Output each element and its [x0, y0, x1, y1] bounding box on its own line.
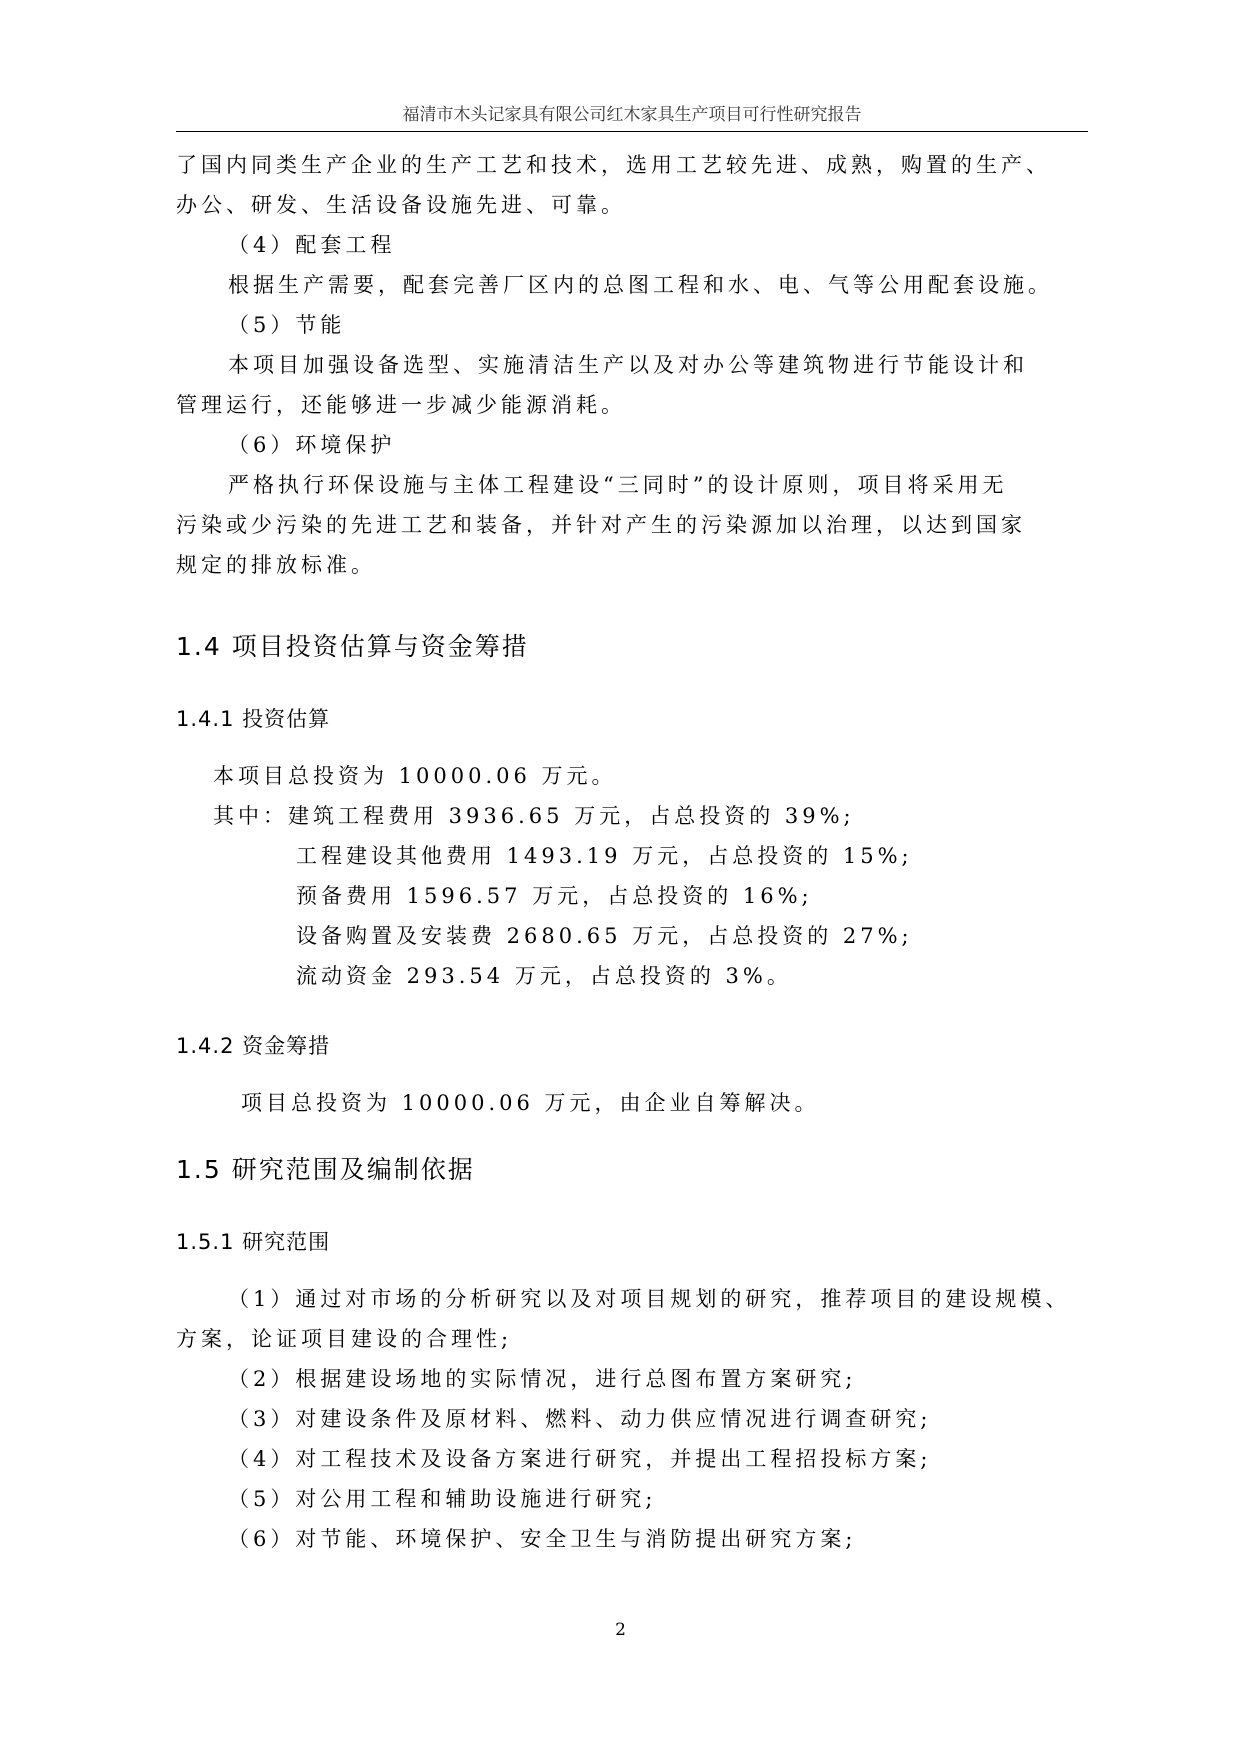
scope-item: 方案，论证项目建设的合理性;: [176, 1327, 513, 1351]
subheading-line: （5）节能: [228, 313, 346, 337]
paragraph-line: 规定的排放标准。: [176, 553, 376, 577]
paragraph-line: 严格执行环保设施与主体工程建设“三同时”的设计原则，项目将采用无: [228, 473, 1008, 497]
scope-item: （4）对工程技术及设备方案进行研究，并提出工程招投标方案;: [228, 1447, 932, 1471]
investment-line: 设备购置及安装费 2680.65 万元，占总投资的 27%;: [296, 924, 913, 948]
scope-item: （5）对公用工程和辅助设施进行研究;: [228, 1487, 657, 1511]
subheading-line: （4）配套工程: [228, 233, 396, 257]
investment-line: 工程建设其他费用 1493.19 万元，占总投资的 15%;: [296, 844, 913, 868]
section-heading-1-4: 1.4 项目投资估算与资金筹措: [176, 632, 529, 661]
paragraph-line: 了国内同类生产企业的生产工艺和技术，选用工艺较先进、成熟，购置的生产、: [176, 153, 1051, 177]
page-number: 2: [615, 1620, 626, 1640]
scope-item: （1）通过对市场的分析研究以及对项目规划的研究，推荐项目的建设规模、: [228, 1287, 1071, 1311]
investment-line: 流动资金 293.54 万元，占总投资的 3%。: [296, 964, 792, 988]
paragraph-line: 办公、研发、生活设备设施先进、可靠。: [176, 193, 626, 217]
scope-item: （6）对节能、环境保护、安全卫生与消防提出研究方案;: [228, 1527, 857, 1551]
scope-item: （2）根据建设场地的实际情况，进行总图布置方案研究;: [228, 1367, 857, 1391]
subsection-heading-1-4-1: 1.4.1 投资估算: [176, 707, 331, 731]
investment-line: 本项目总投资为 10000.06 万元。: [213, 764, 617, 788]
paragraph-line: 本项目加强设备选型、实施清洁生产以及对办公等建筑物进行节能设计和: [228, 353, 1028, 377]
running-header: 福清市木头记家具有限公司红木家具生产项目可行性研究报告: [176, 100, 1088, 132]
funding-line: 项目总投资为 10000.06 万元，由企业自筹解决。: [241, 1091, 820, 1115]
paragraph-line: 污染或少污染的先进工艺和装备，并针对产生的污染源加以治理，以达到国家: [176, 513, 1026, 537]
paragraph-line: 管理运行，还能够进一步减少能源消耗。: [176, 393, 626, 417]
subsection-heading-1-5-1: 1.5.1 研究范围: [176, 1230, 331, 1254]
paragraph-line: 根据生产需要，配套完善厂区内的总图工程和水、电、气等公用配套设施。: [228, 273, 1053, 297]
section-heading-1-5: 1.5 研究范围及编制依据: [176, 1155, 475, 1184]
subsection-heading-1-4-2: 1.4.2 资金筹措: [176, 1034, 331, 1058]
scope-item: （3）对建设条件及原材料、燃料、动力供应情况进行调查研究;: [228, 1407, 932, 1431]
investment-line: 其中：建筑工程费用 3936.65 万元，占总投资的 39%;: [213, 804, 855, 828]
investment-line: 预备费用 1596.57 万元，占总投资的 16%;: [296, 884, 813, 908]
subheading-line: （6）环境保护: [228, 433, 396, 457]
